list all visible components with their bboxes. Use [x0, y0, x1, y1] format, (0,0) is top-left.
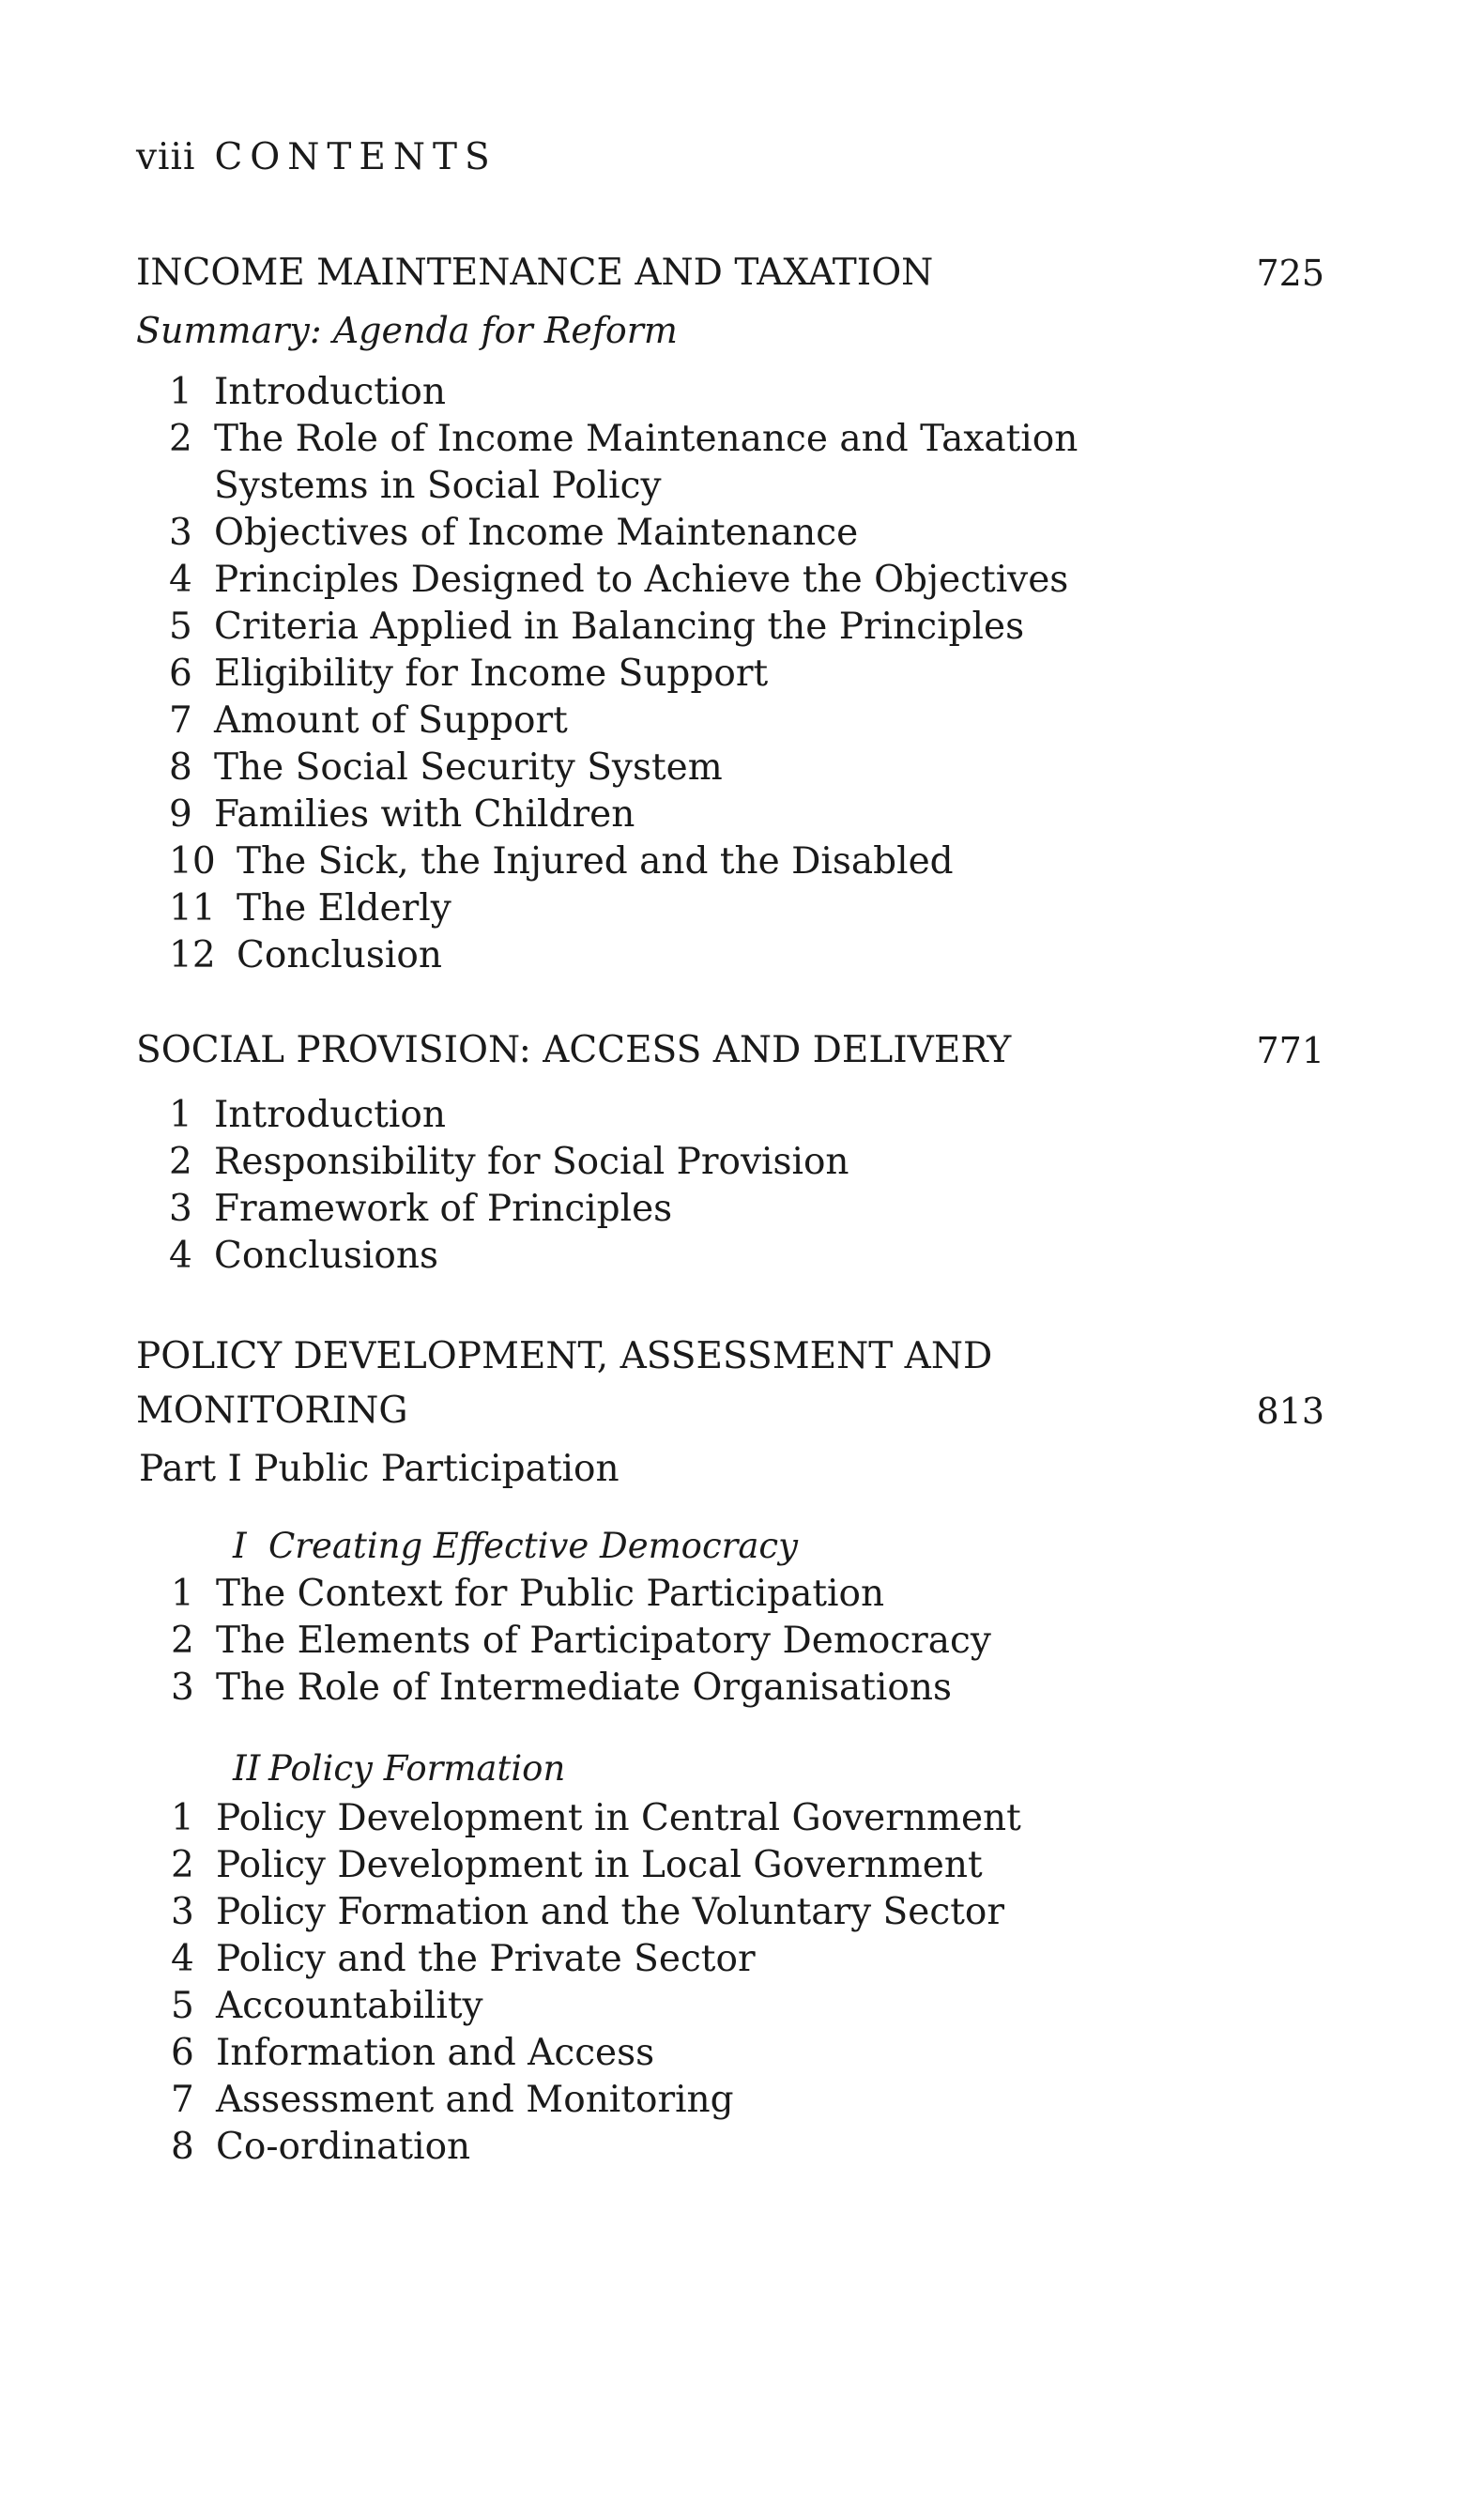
item-label: Information and Access [216, 2032, 655, 2074]
list-item [169, 1233, 849, 1280]
subsection-roman: II [233, 1748, 261, 1789]
item-label: Conclusions [214, 1235, 438, 1277]
list-item [169, 604, 1078, 651]
item-number: 1 [171, 1797, 194, 1839]
section-page-number: 813 [1256, 1391, 1324, 1432]
item-label: Families with Children [214, 793, 635, 836]
list-item [171, 1795, 1021, 1842]
section-title: POLICY DEVELOPMENT, ASSESSMENT AND MONITORING [136, 1335, 993, 1432]
list-item [169, 885, 1078, 932]
item-number: 2 [169, 418, 192, 460]
list-item [169, 557, 1078, 604]
list-item [171, 2124, 1021, 2171]
part-label: Part I Public Participation [139, 1448, 620, 1490]
list-item [169, 745, 1078, 791]
item-label: Framework of Principles [214, 1188, 673, 1230]
list-item [171, 1889, 1021, 1936]
item-number: 7 [171, 2079, 194, 2121]
item-label: The Elements of Participatory Democracy [216, 1620, 991, 1662]
item-number: 10 [169, 840, 216, 883]
item-number: 7 [169, 699, 192, 742]
section-item-list [169, 369, 1078, 979]
list-item [171, 1571, 991, 1618]
list-item [169, 416, 1078, 510]
item-number: 5 [169, 606, 192, 648]
list-item [169, 369, 1078, 416]
subsection-roman: I [233, 1526, 247, 1566]
subsection-item-list [171, 1571, 991, 1712]
list-item [169, 791, 1078, 838]
item-label: Co-ordination [216, 2126, 471, 2168]
item-number: 3 [169, 1188, 192, 1230]
item-number: 1 [171, 1573, 194, 1615]
list-item [171, 2030, 1021, 2077]
list-item [169, 1139, 849, 1186]
running-header [136, 136, 497, 178]
item-number: 6 [171, 2032, 194, 2074]
running-header-title: CONTENTS [214, 136, 497, 178]
item-number: 9 [169, 793, 192, 836]
item-number: 2 [171, 1620, 194, 1662]
item-number: 1 [169, 371, 192, 413]
item-number: 3 [169, 512, 192, 554]
list-item [169, 698, 1078, 745]
item-label: The Role of Intermediate Organisations [216, 1667, 952, 1709]
item-label: Policy and the Private Sector [216, 1938, 756, 1980]
item-label: The Context for Public Participation [216, 1573, 885, 1615]
item-number: 2 [169, 1141, 192, 1183]
list-item [169, 1186, 849, 1233]
list-item [171, 1665, 991, 1712]
list-item [171, 1936, 1021, 1983]
list-item [169, 651, 1078, 698]
section-heading-social-provision [136, 1023, 1324, 1078]
list-item [171, 1983, 1021, 2030]
item-label: Policy Development in Local Government [216, 1844, 983, 1886]
item-number: 1 [169, 1094, 192, 1136]
item-label: Conclusion [237, 934, 442, 976]
item-label: The Social Security System [214, 746, 723, 789]
item-number: 5 [171, 1985, 194, 2027]
section-page-number: 771 [1256, 1030, 1324, 1071]
item-number: 12 [169, 934, 216, 976]
item-label: Amount of Support [214, 699, 568, 742]
item-number: 3 [171, 1891, 194, 1933]
list-item [171, 2077, 1021, 2124]
item-label: Introduction [214, 371, 446, 413]
section-heading-policy-development [136, 1329, 1324, 1438]
section-summary: Summary: Agenda for Reform [136, 310, 678, 351]
item-number: 2 [171, 1844, 194, 1886]
section-title: SOCIAL PROVISION: ACCESS AND DELIVERY [136, 1029, 1012, 1071]
item-label: Accountability [216, 1985, 483, 2027]
list-item [169, 932, 1078, 979]
section-title: INCOME MAINTENANCE AND TAXATION [136, 252, 934, 294]
list-item [171, 1618, 991, 1665]
item-label: The Elderly [237, 887, 451, 930]
item-label: Introduction [214, 1094, 446, 1136]
item-label: Responsibility for Social Provision [214, 1141, 849, 1183]
item-label: The Sick, the Injured and the Disabled [237, 840, 954, 883]
item-label: The Role of Income Maintenance and Taxation Systems in Social Policy [214, 418, 1079, 507]
page-number-roman: viii [136, 136, 196, 178]
item-number: 4 [169, 559, 192, 601]
subsection-title: Creating Effective Democracy [268, 1526, 799, 1566]
item-number: 11 [169, 887, 216, 930]
item-number: 3 [171, 1667, 194, 1709]
item-label: Eligibility for Income Support [214, 653, 769, 695]
subsection-item-list [171, 1795, 1021, 2171]
list-item [169, 510, 1078, 557]
section-item-list [169, 1092, 849, 1280]
item-number: 8 [169, 746, 192, 789]
item-label: Criteria Applied in Balancing the Principles [214, 606, 1025, 648]
item-label: Policy Development in Central Government [216, 1797, 1021, 1839]
list-item [169, 1092, 849, 1139]
item-label: Principles Designed to Achieve the Objectives [214, 559, 1069, 601]
list-item [169, 838, 1078, 885]
section-page-number: 725 [1256, 253, 1324, 294]
subsection-heading [233, 1748, 565, 1789]
subsection-title: Policy Formation [268, 1748, 566, 1789]
item-number: 6 [169, 653, 192, 695]
item-label: Objectives of Income Maintenance [214, 512, 859, 554]
item-number: 4 [171, 1938, 194, 1980]
item-label: Assessment and Monitoring [216, 2079, 734, 2121]
section-heading-income-maintenance [136, 246, 1324, 300]
item-label: Policy Formation and the Voluntary Sector [216, 1891, 1004, 1933]
item-number: 4 [169, 1235, 192, 1277]
item-number: 8 [171, 2126, 194, 2168]
subsection-heading [233, 1526, 798, 1566]
list-item [171, 1842, 1021, 1889]
